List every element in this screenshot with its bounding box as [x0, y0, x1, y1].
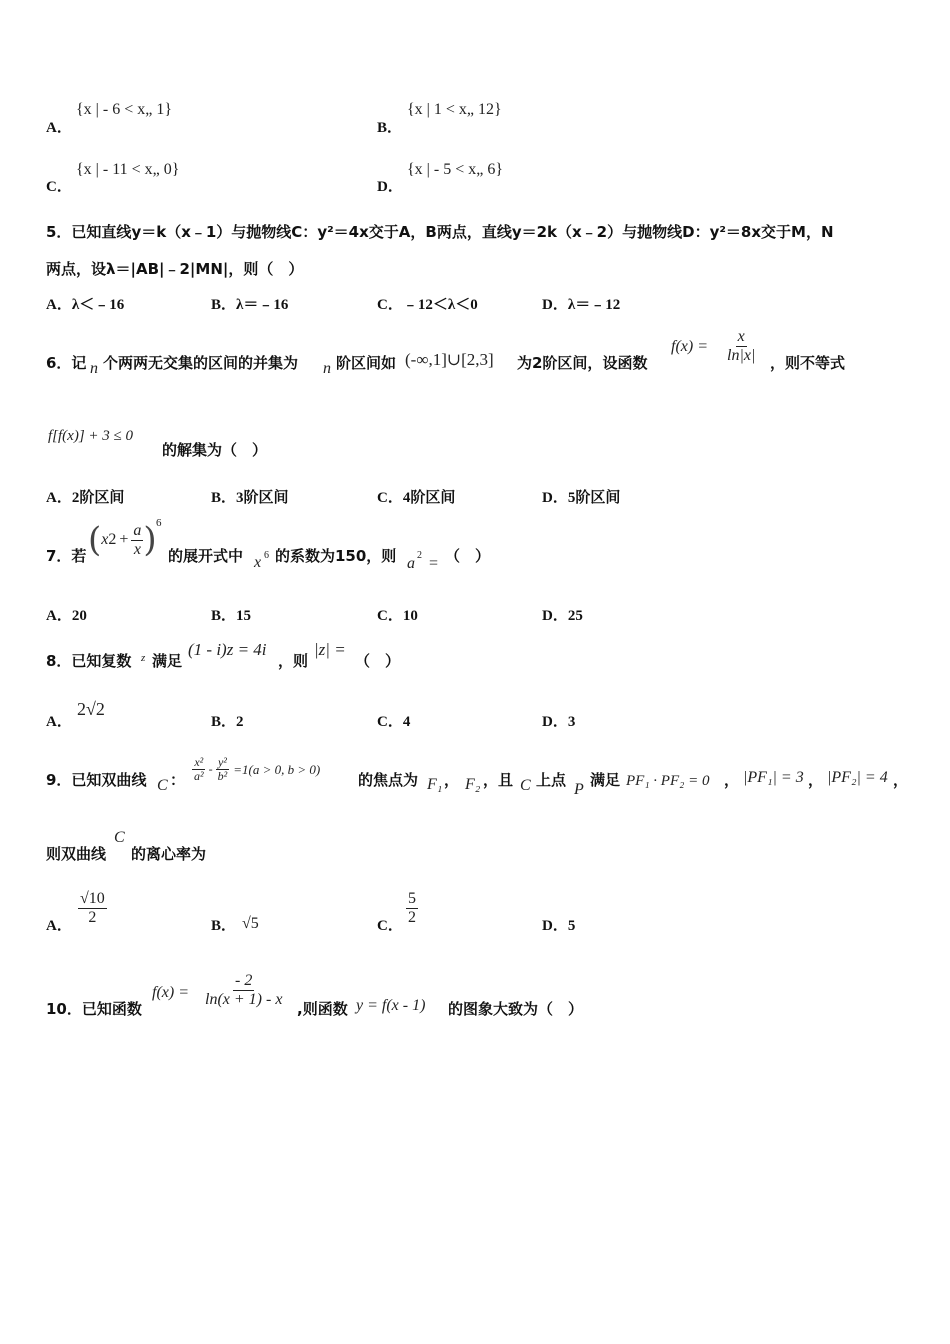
q7-frac-den: x	[133, 540, 141, 558]
q6-n2: n	[323, 360, 331, 377]
q6-n1: n	[90, 360, 98, 377]
q8-z: z	[141, 652, 146, 664]
q7-option-a: A．20	[46, 608, 87, 624]
q9-option-d: D．5	[542, 918, 576, 934]
q9-hyperbola-equation	[192, 756, 320, 783]
q9-p: P	[574, 781, 584, 798]
q10-fraction	[203, 972, 284, 1008]
q9-a-sq: a²	[194, 769, 204, 784]
q9-text4: 满足	[590, 771, 621, 789]
q8-option-c: C．4	[377, 714, 411, 730]
q10-y-expression: y = f(x - 1)	[356, 997, 426, 1014]
q9-option-a-num: √10	[80, 890, 105, 907]
q9-option-a-fraction	[78, 890, 107, 926]
q9-option-b-value: √5	[242, 915, 259, 932]
q10-lhs: f(x) =	[152, 984, 189, 1001]
q10-text1: ,则函数	[297, 1000, 348, 1018]
q9-dot-product: PF₁ · PF₂ = 0	[626, 773, 710, 789]
q5-line1: 5．已知直线y＝k（x﹣1）与抛物线C：y²＝4x交于A，B两点，直线y＝2k（x﹣2）与抛物线D：y²＝8x交于M，N	[46, 223, 834, 241]
q4-option-c-set: {x | - 11 < x„ 0}	[76, 161, 180, 178]
q7-square: 2	[108, 531, 117, 549]
q7-text3: （ ）	[445, 547, 491, 565]
q9-b-sq: b²	[217, 769, 228, 784]
q6-text5: 的解集为（ ）	[162, 441, 268, 459]
q7-base-x: x	[101, 531, 109, 549]
q9-option-a-den: 2	[88, 908, 97, 926]
q9-f1: F₁	[427, 776, 443, 793]
q9-colon: ：	[170, 771, 186, 789]
q9-c2: C	[520, 777, 531, 794]
q4-option-d-label: D．	[377, 179, 403, 195]
q9-option-a-label: A．	[46, 918, 72, 934]
q7-x-exponent: 6	[264, 550, 269, 561]
q9-eq-rest: =1(a > 0, b > 0)	[233, 761, 321, 777]
q9-option-c-num: 5	[408, 890, 416, 907]
q5-option-b: B．λ＝﹣16	[211, 297, 289, 313]
q9-y-sq: y²	[217, 755, 227, 769]
q9-option-b-label: B．	[211, 918, 237, 934]
q8-text3: （ ）	[355, 652, 401, 670]
q7-fraction	[131, 522, 143, 558]
q6-option-c: C．4阶区间	[377, 490, 456, 506]
q9-f2: F₂	[465, 776, 481, 793]
q8-text2: ，则	[278, 652, 309, 670]
q9-line2-a: 则双曲线	[46, 845, 107, 863]
q9-pf1: |PF₁| = 3	[743, 769, 804, 786]
q4-option-a-set: {x | - 6 < x„ 1}	[76, 101, 173, 118]
q9-text1: 的焦点为	[358, 771, 419, 789]
q4-option-c-label: C．	[46, 179, 72, 195]
q6-text2: 阶区间如	[336, 354, 397, 372]
q4-option-d-set: {x | - 5 < x„ 6}	[407, 161, 504, 178]
q8-option-a-value: 2√2	[77, 699, 105, 719]
q7-option-c: C．10	[377, 608, 418, 624]
q9-c1: C	[157, 777, 168, 794]
q9-number: 9．已知双曲线	[46, 771, 147, 789]
q9-text3: 上点	[536, 771, 567, 789]
q7-option-b: B．15	[211, 608, 252, 624]
q7-frac-num: a	[133, 522, 142, 539]
q9-c3: C	[114, 829, 125, 846]
q10-number: 10．已知函数	[46, 1000, 142, 1018]
q7-x: x	[254, 554, 262, 571]
q8-abs-z: |z| =	[314, 640, 346, 659]
q8-text1: 满足	[152, 652, 183, 670]
q7-option-d: D．25	[542, 608, 583, 624]
q9-x-sq: x²	[194, 755, 204, 769]
q9-text2: ，且	[483, 771, 514, 789]
q8-option-d: D．3	[542, 714, 576, 730]
q9-pf2: |PF₂| = 4	[827, 769, 888, 786]
q10-frac-den: ln(x + 1) - x	[205, 990, 283, 1008]
q8-number: 8．已知复数	[46, 652, 132, 670]
q9-option-c-fraction	[406, 890, 418, 926]
q6-fx-lhs: f(x) =	[671, 338, 708, 355]
q5-option-a: A．λ＜﹣16	[46, 297, 125, 313]
q4-option-a-label: A．	[46, 120, 72, 136]
q6-number: 6．记	[46, 354, 87, 372]
q9-text7: ，	[893, 771, 909, 789]
q6-text3: 为2阶区间，设函数	[517, 354, 648, 372]
q7-text2: 的系数为150，则	[275, 547, 397, 565]
q6-fx-denominator: ln|x|	[727, 346, 756, 364]
q6-text4: ，则不等式	[770, 354, 846, 372]
q7-plus: +	[119, 531, 129, 549]
q6-fx-numerator: x	[737, 328, 745, 345]
q9-option-c-den: 2	[408, 908, 416, 926]
q9-comma: ，	[444, 771, 460, 789]
q8-option-a-label: A．	[46, 714, 72, 730]
q9-frac-x	[192, 756, 206, 783]
q7-a-exponent: 2	[417, 550, 422, 561]
q6-option-d: D．5阶区间	[542, 490, 621, 506]
q8-equation: (1 - i)z = 4i	[188, 640, 267, 659]
q6-interval: (-∞,1]∪[2,3]	[405, 350, 494, 369]
q10-text2: 的图象大致为（ ）	[448, 1000, 584, 1018]
q9-option-c-label: C．	[377, 918, 403, 934]
q9-text6: ，	[808, 771, 824, 789]
q7-exponent: 6	[156, 517, 162, 529]
q5-option-c: C．﹣12＜λ＜0	[377, 297, 478, 313]
q10-frac-num: - 2	[235, 972, 253, 989]
q9-frac-y	[216, 756, 230, 783]
q6-option-a: A．2阶区间	[46, 490, 125, 506]
q6-text1: 个两两无交集的区间的并集为	[103, 354, 299, 372]
q8-option-b: B．2	[211, 714, 244, 730]
q6-fx-fraction	[725, 328, 757, 364]
q7-number: 7．若	[46, 547, 87, 565]
q7-a: a	[407, 555, 415, 572]
q5-line2: 两点，设λ＝|AB|﹣2|MN|，则（ ）	[46, 260, 304, 278]
q6-option-b: B．3阶区间	[211, 490, 289, 506]
q4-option-b-set: {x | 1 < x„ 12}	[407, 101, 502, 118]
q9-text5: ，	[724, 771, 740, 789]
q5-option-d: D．λ＝﹣12	[542, 297, 621, 313]
q9-minus: -	[208, 762, 213, 777]
q6-inequality: f[f(x)] + 3 ≤ 0	[48, 428, 134, 444]
q7-text1: 的展开式中	[168, 547, 244, 565]
q7-equals: =	[429, 555, 439, 572]
q9-line2-b: 的离心率为	[131, 845, 207, 863]
q7-binomial: ( x 2 + $\frac{a}{x}$ )	[88, 520, 157, 561]
q4-option-b-label: B．	[377, 120, 403, 136]
